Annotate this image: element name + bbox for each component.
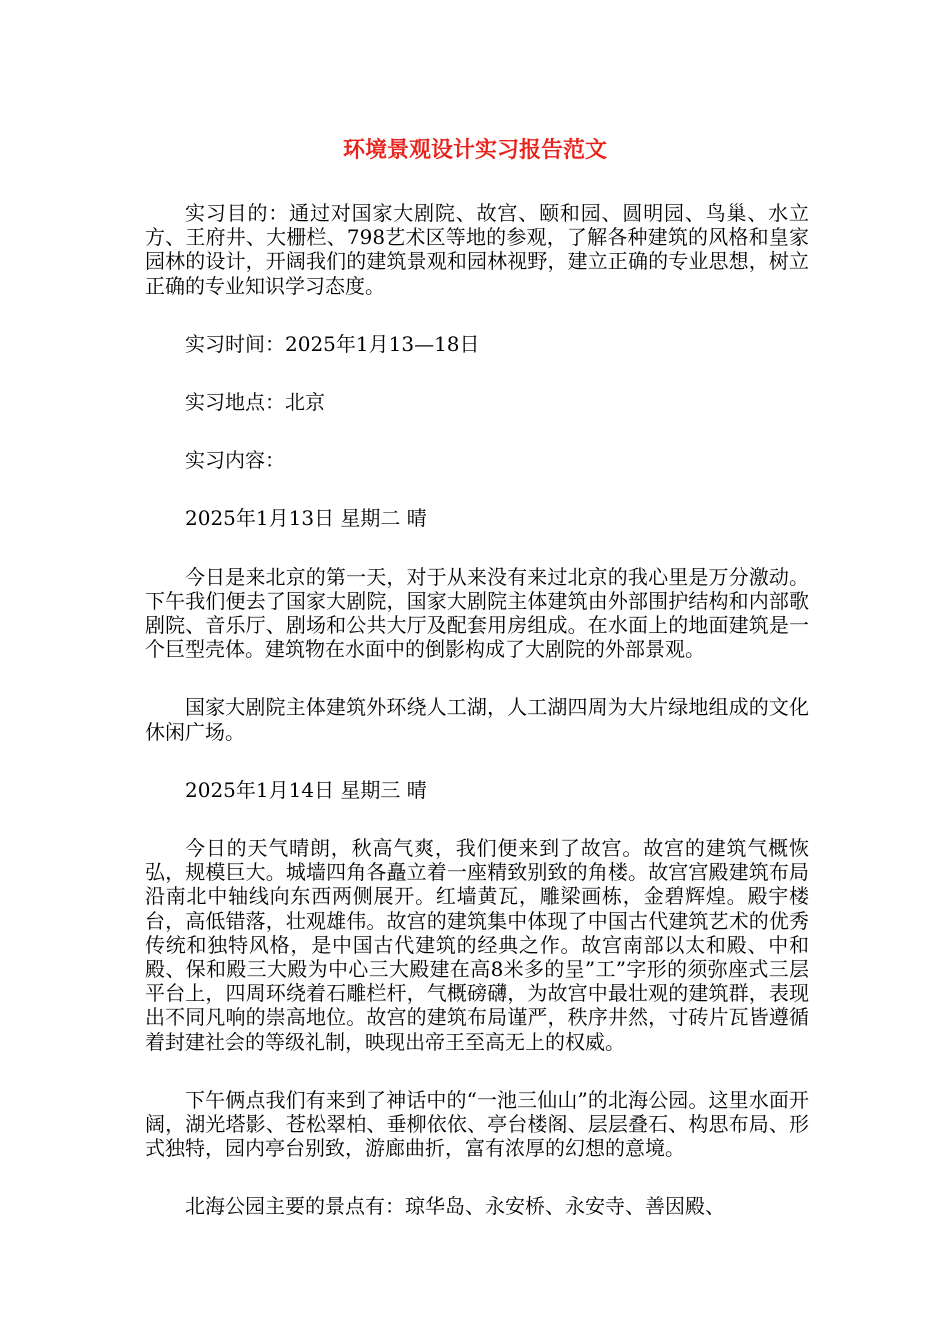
paragraph-date-day2: 2025年1月14日 星期三 晴 — [185, 777, 427, 802]
paragraph-theater-lake: 国家大剧院主体建筑外环绕人工湖，人工湖四周为大片绿地组成的文化休闲广场。 — [145, 695, 809, 744]
paragraph-beihai: 下午俩点我们有来到了神话中的“一池三仙山”的北海公园。这里水面开阔，湖光塔影、苍松翠柏、垂柳依依、亭台楼阁、层层叠石、构思布局、形式独特，园内亭台别致，游廊曲折，富有浓厚的幻想的意境。 — [145, 1087, 809, 1161]
paragraph-time: 实习时间：2025年1月13—18日 — [185, 331, 480, 356]
document-body — [145, 201, 809, 1253]
paragraph-beihai-sights: 北海公园主要的景点有：琼华岛、永安桥、永安寺、善因殿、 — [185, 1194, 725, 1219]
document-title: 环境景观设计实习报告范文 — [342, 138, 607, 163]
paragraph-date-day1: 2025年1月13日 星期二 晴 — [185, 506, 427, 531]
paragraph-forbidden-city: 今日的天气晴朗，秋高气爽，我们便来到了故宫。故宫的建筑气概恢弘，规模巨大。城墙四角各矗立着一座精致别致的角楼。故宫宫殿建筑布局沿南北中轴线向东西两侧展开。红墙黄瓦，雕梁画栋，金碧辉煌。殿宇楼台，高低错落，壮观雄伟。故宫的建筑集中体现了中国古代建筑艺术的优秀传统和独特风格，是中国古代建筑的经典之作。故宫南部以太和殿、中和殿、保和殿三大殿为中心三大殿建在高8米多的呈”工”字形的须弥座式三层平台上，四周环绕着石雕栏杆，气概磅礴，为故宫中最壮观的建筑群，表现出不同凡响的崇高地位。故宫的建筑布局谨严，秩序井然，寸砖片瓦皆遵循着封建社会的等级礼制，映现出帝王至高无上的权威。 — [145, 836, 809, 1054]
paragraph-content-heading: 实习内容： — [185, 448, 285, 473]
paragraph-location: 实习地点：北京 — [185, 390, 325, 415]
paragraph-theater: 今日是来北京的第一天，对于从来没有来过北京的我心里是万分激动。下午我们便去了国家大剧院，国家大剧院主体建筑由外部围护结构和内部歌剧院、音乐厅、剧场和公共大厅及配套用房组成。在水面上的地面建筑是一个巨型壳体。建筑物在水面中的倒影构成了大剧院的外部景观。 — [145, 564, 809, 662]
paragraph-purpose: 实习目的：通过对国家大剧院、故宫、颐和园、圆明园、鸟巢、水立方、王府井、大栅栏、798艺术区等地的参观，了解各种建筑的风格和皇家园林的设计，开阔我们的建筑景观和园林视野，建立正确的专业思想，树立正确的专业知识学习态度。 — [145, 201, 809, 298]
